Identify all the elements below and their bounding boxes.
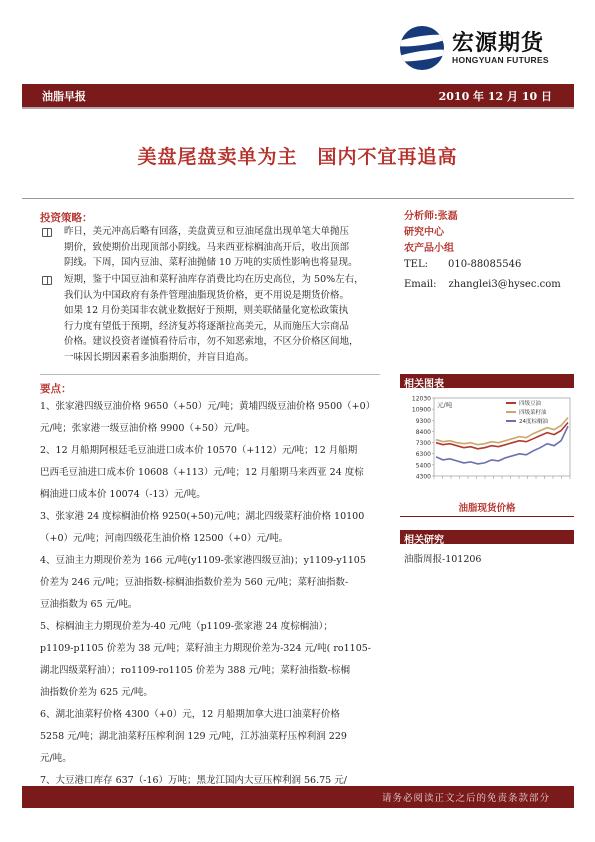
tel-value: 010-88085546 [447, 259, 522, 270]
research-section-header [400, 530, 574, 544]
chart-section-title: 相关图表 [404, 379, 444, 390]
text-line: 价格。建议投资者谨慎看待后市，勿不知恶索地，不区分价格区间地， [64, 336, 359, 347]
disclaimer-note: 请务必阅读正文之后的免责条款部分 [382, 793, 551, 804]
price-chart-svg [400, 392, 574, 488]
key-point-line: 元/吨。 [40, 753, 72, 764]
text-line: 短期，鉴于中国豆油和菜籽油库存消费比均在历史高位，为 50%左右， [64, 274, 364, 285]
related-report-link[interactable]: 油脂周报-101206 [404, 554, 482, 565]
page-title: 美盘尾盘卖单为主 国内不宜再追高 [137, 146, 458, 168]
key-point-line: 油指数价差为 625 元/吨。 [40, 687, 153, 698]
text-line: 一味因长期因素看多油脂期价，并盲目追高。 [64, 351, 255, 363]
chart-bottom-rule [400, 516, 574, 517]
footer-bar [22, 786, 574, 808]
strategy-paragraph-2 [64, 272, 384, 365]
legend-label: 四级菜籽油 [519, 410, 547, 416]
y-tick-label: 10900 [411, 406, 431, 414]
key-point-line: 5、棕榈油主力期现价差为-40 元/吨（p1109-张家港 24 度棕榈油）； [40, 621, 333, 632]
y-tick-label: 5400 [415, 462, 431, 470]
tel-label: TEL: [404, 259, 428, 270]
price-chart [400, 392, 574, 488]
analyst-info [404, 209, 561, 293]
text-line: 昨日，美元冲高后略有回落，美盘黄豆和豆油尾盘出现单笔大单抛压 [64, 226, 350, 237]
y-tick-label: 7300 [415, 440, 431, 448]
key-point-line: 元/吨；张家港一级豆油价格 9900（+50）元/吨。 [40, 423, 256, 434]
text-line: 我们认为中国政府有条件管理油脂现货价格，更不用说是期货价格。 [64, 289, 350, 301]
key-point-line: 榈油进口成本价 10074（-13）元/吨。 [40, 489, 206, 500]
y-tick-label: 6300 [415, 451, 431, 459]
text-line: 行力度有望低于预期，经济复苏将逐渐拉高美元，从而施压大宗商品 [64, 320, 350, 332]
company-name: 宏源期货 [452, 31, 545, 56]
key-point-line: 价差为 246 元/吨；豆油指数-棕榈油指数价差为 560 元/吨；菜籽油指数- [40, 577, 349, 588]
key-point-line: 6、湖北油菜籽价格 4300（+0）元，12 月船期加拿大进口油菜籽价格 [40, 709, 340, 720]
key-point-line: （+0）元/吨；河南四级花生油价格 12500（+0）元/吨。 [40, 533, 289, 544]
section-divider [40, 374, 380, 375]
key-point-line: p1109-p1105 价差为 38 元/吨；菜籽油主力期现价差为-324 元/吨( ro1105- [40, 643, 372, 654]
company-logo-icon [400, 26, 444, 70]
analyst-dept: 研究中心 [404, 227, 444, 238]
report-category: 油脂早报 [42, 90, 86, 103]
text-line: 如果 12 月份美国非农就业数据好于预期，则美联储量化宽松政策执 [64, 305, 349, 316]
header-bar [22, 84, 574, 109]
plot-area [434, 398, 570, 476]
key-point-line: 5258 元/吨；湖北油菜籽压榨利润 129 元/吨，江苏油菜籽压榨利润 229 [40, 731, 347, 742]
email-link[interactable]: zhanglei3@hysec.com [448, 279, 561, 290]
legend-label: 24度棕榈油 [519, 419, 548, 425]
chart-caption: 油脂现货价格 [458, 503, 516, 514]
chart-section-header [400, 374, 574, 388]
text-line: 期价，致使期价出现顶部小阴线。马来西亚棕榈油高开后，收出顶部 [64, 241, 350, 253]
key-point-line: 2、12 月船期阿根廷毛豆油进口成本价 10570（+112）元/吨；12 月船期 [40, 445, 358, 456]
y-tick-label: 9300 [415, 417, 431, 425]
analyst-name: 分析师:张磊 [404, 211, 458, 222]
y-axis-unit: 元/吨 [437, 401, 453, 409]
email-label: Email: [404, 279, 437, 290]
key-point-line: 豆油指数为 65 元/吨。 [40, 599, 138, 610]
strategy-heading: 投资策略： [40, 212, 93, 224]
y-tick-label: 8400 [415, 428, 431, 436]
key-point-line: 3、张家港 24 度棕榈油价格 9250(+50)元/吨；湖北四级菜籽油价格 10100 [40, 511, 365, 522]
key-points-list [40, 396, 385, 814]
analyst-group: 农产品小组 [404, 243, 454, 254]
key-point-line: 4、豆油主力期现价差为 166 元/吨(y1109-张家港四级豆油)；y1109-y1105 [40, 555, 366, 566]
strategy-paragraph-1 [64, 224, 384, 271]
key-point-line: 巴西毛豆油进口成本价 10608（+113）元/吨；12 月船期马来西亚 24 度棕 [40, 467, 364, 478]
y-tick-label: 12030 [411, 395, 431, 403]
analyst-email [404, 277, 561, 293]
y-tick-label: 4300 [415, 473, 431, 481]
key-point-line: 7、大豆港口库存 637（-16）万吨；黑龙江国内大豆压榨利润 56.75 元/ [40, 775, 347, 786]
report-date: 2010 年 12 月 10 日 [438, 90, 552, 103]
book-bullet-icon [42, 228, 52, 237]
company-name-en: HONGYUAN FUTURES [452, 55, 549, 65]
key-points-heading: 要点： [40, 383, 72, 395]
text-line: 阴线。下周，国内豆油、菜籽油抛储 10 万吨的实质性影响也将显现。 [64, 257, 358, 268]
legend-label: 四级豆油 [519, 401, 542, 407]
book-bullet-icon [42, 276, 52, 285]
research-section-title: 相关研究 [404, 535, 444, 546]
key-point-line: 1、张家港四级豆油价格 9650（+50）元/吨；黄埔四级豆油价格 9500（+0） [40, 401, 376, 412]
analyst-tel [404, 257, 561, 273]
title-divider [22, 198, 574, 199]
key-point-line: 湖北四级菜籽油）；ro1109-ro1105 价差为 388 元/吨；菜籽油指数-棕榈 [40, 665, 350, 676]
